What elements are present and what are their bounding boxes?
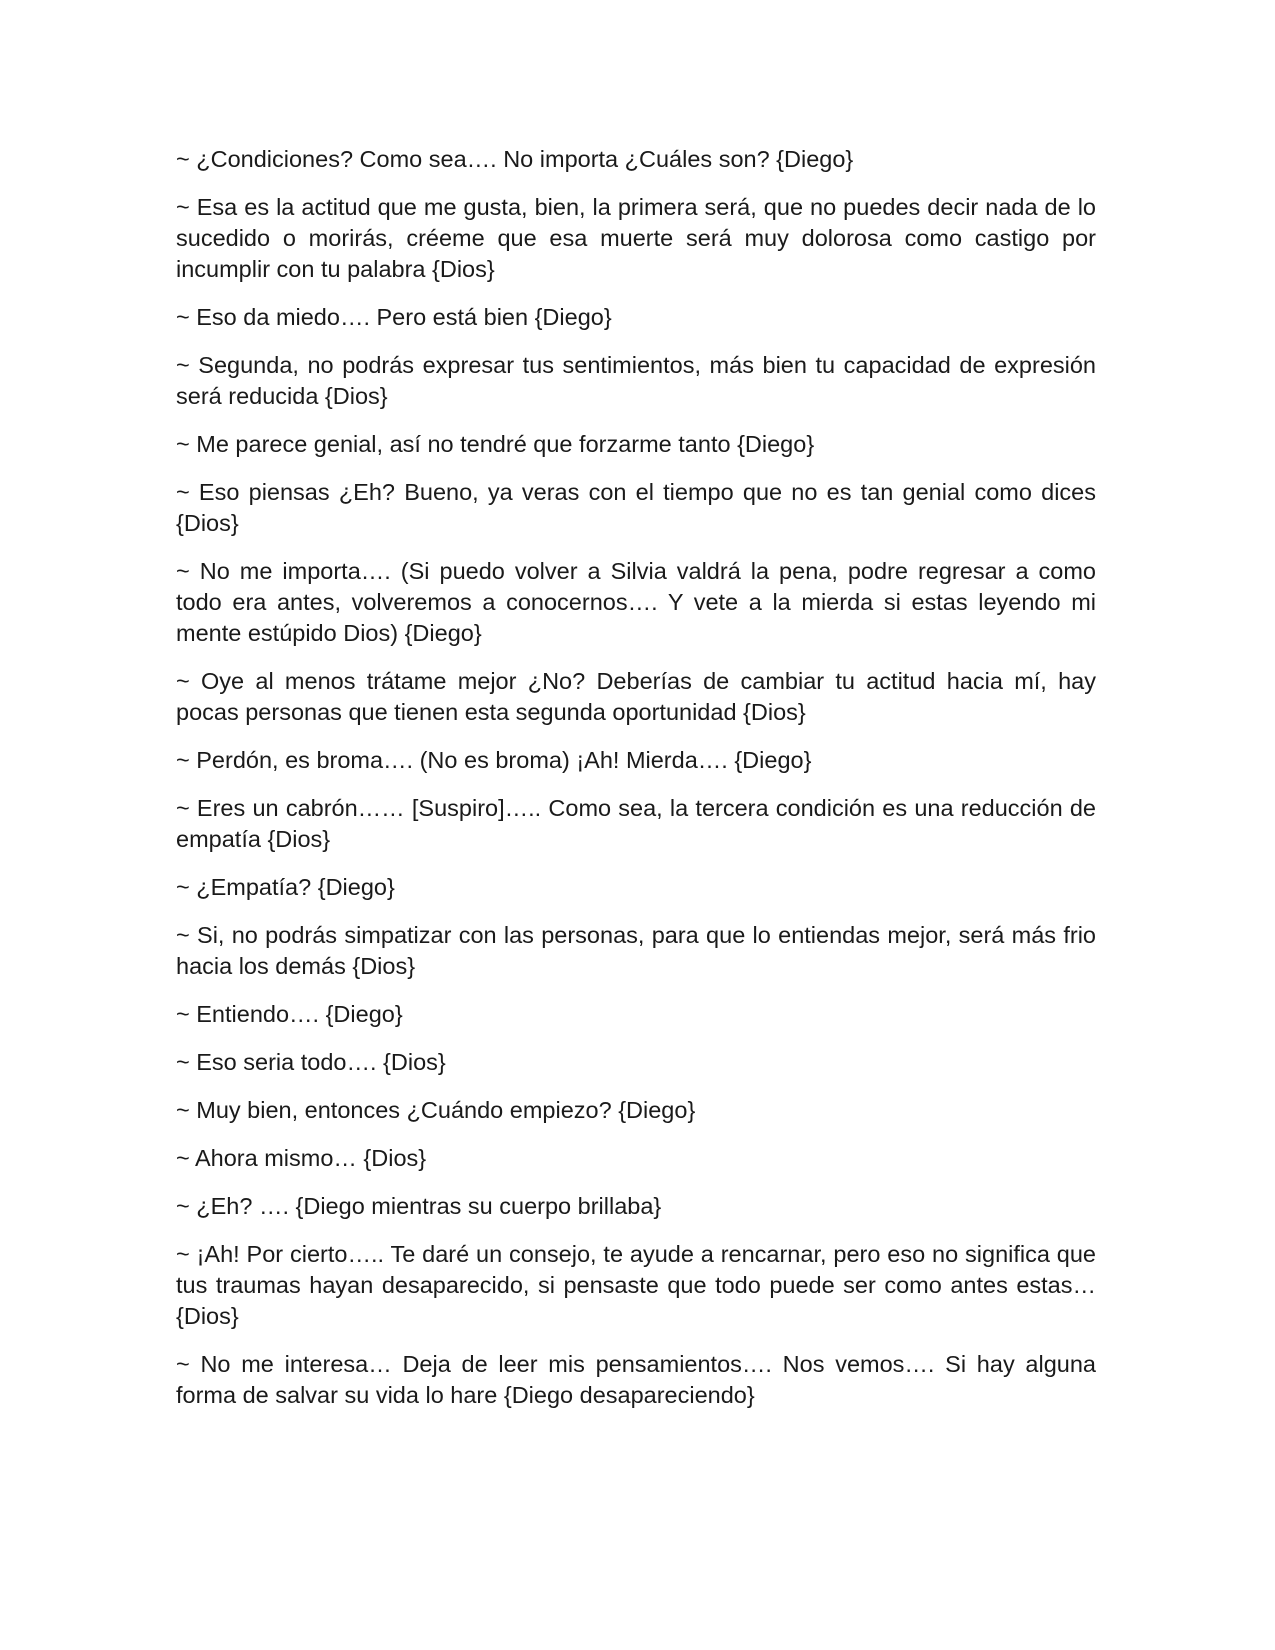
dialogue-paragraph: ~ ¿Eh? …. {Diego mientras su cuerpo brillaba} — [176, 1193, 662, 1219]
dialogue-paragraph: ~ Entiendo…. {Diego} — [176, 1001, 403, 1027]
dialogue-paragraph: ~ Eso piensas ¿Eh? Bueno, ya veras con el tiempo que no es tan genial como dices {Dios} — [176, 479, 1096, 536]
dialogue-paragraph: ~ Esa es la actitud que me gusta, bien, la primera será, que no puedes decir nada de lo sucedido o morirás, créeme que esa muerte será muy dolorosa como castigo por incumplir con tu palabra {Dios} — [176, 194, 1096, 282]
dialogue-paragraph: ~ Segunda, no podrás expresar tus sentimientos, más bien tu capacidad de expresión será reducida {Dios} — [176, 352, 1096, 409]
dialogue-paragraph: ~ ¡Ah! Por cierto….. Te daré un consejo, te ayude a rencarnar, pero eso no significa que tus traumas hayan desaparecido, si pensaste que todo puede ser como antes estas… {Dios} — [176, 1241, 1096, 1329]
dialogue-paragraph: ~ Eres un cabrón…… [Suspiro]….. Como sea, la tercera condición es una reducción de empatía {Dios} — [176, 795, 1096, 852]
dialogue-paragraph: ~ Ahora mismo… {Dios} — [176, 1145, 427, 1171]
dialogue-paragraph: ~ Eso seria todo…. {Dios} — [176, 1049, 446, 1075]
dialogue-paragraph: ~ Eso da miedo…. Pero está bien {Diego} — [176, 304, 612, 330]
dialogue-paragraph: ~ No me importa…. (Si puedo volver a Silvia valdrá la pena, podre regresar a como todo era antes, volveremos a conocernos…. Y vete a la mierda si estas leyendo mi mente estúpido Dios) {Diego} — [176, 558, 1096, 646]
document-body — [176, 144, 1096, 1428]
dialogue-paragraph: ~ Muy bien, entonces ¿Cuándo empiezo? {Diego} — [176, 1097, 696, 1123]
dialogue-paragraph: ~ ¿Empatía? {Diego} — [176, 874, 395, 900]
dialogue-paragraph: ~ ¿Condiciones? Como sea…. No importa ¿Cuáles son? {Diego} — [176, 146, 854, 172]
dialogue-paragraph: ~ Oye al menos trátame mejor ¿No? Deberías de cambiar tu actitud hacia mí, hay pocas personas que tienen esta segunda oportunidad {Dios} — [176, 668, 1096, 725]
dialogue-paragraph: ~ Me parece genial, así no tendré que forzarme tanto {Diego} — [176, 431, 815, 457]
dialogue-paragraph: ~ Perdón, es broma…. (No es broma) ¡Ah! Mierda…. {Diego} — [176, 747, 812, 773]
dialogue-paragraph: ~ No me interesa… Deja de leer mis pensamientos…. Nos vemos…. Si hay alguna forma de salvar su vida lo hare {Diego desapareciendo} — [176, 1351, 1096, 1408]
dialogue-paragraph: ~ Si, no podrás simpatizar con las personas, para que lo entiendas mejor, será más frio hacia los demás {Dios} — [176, 922, 1096, 979]
